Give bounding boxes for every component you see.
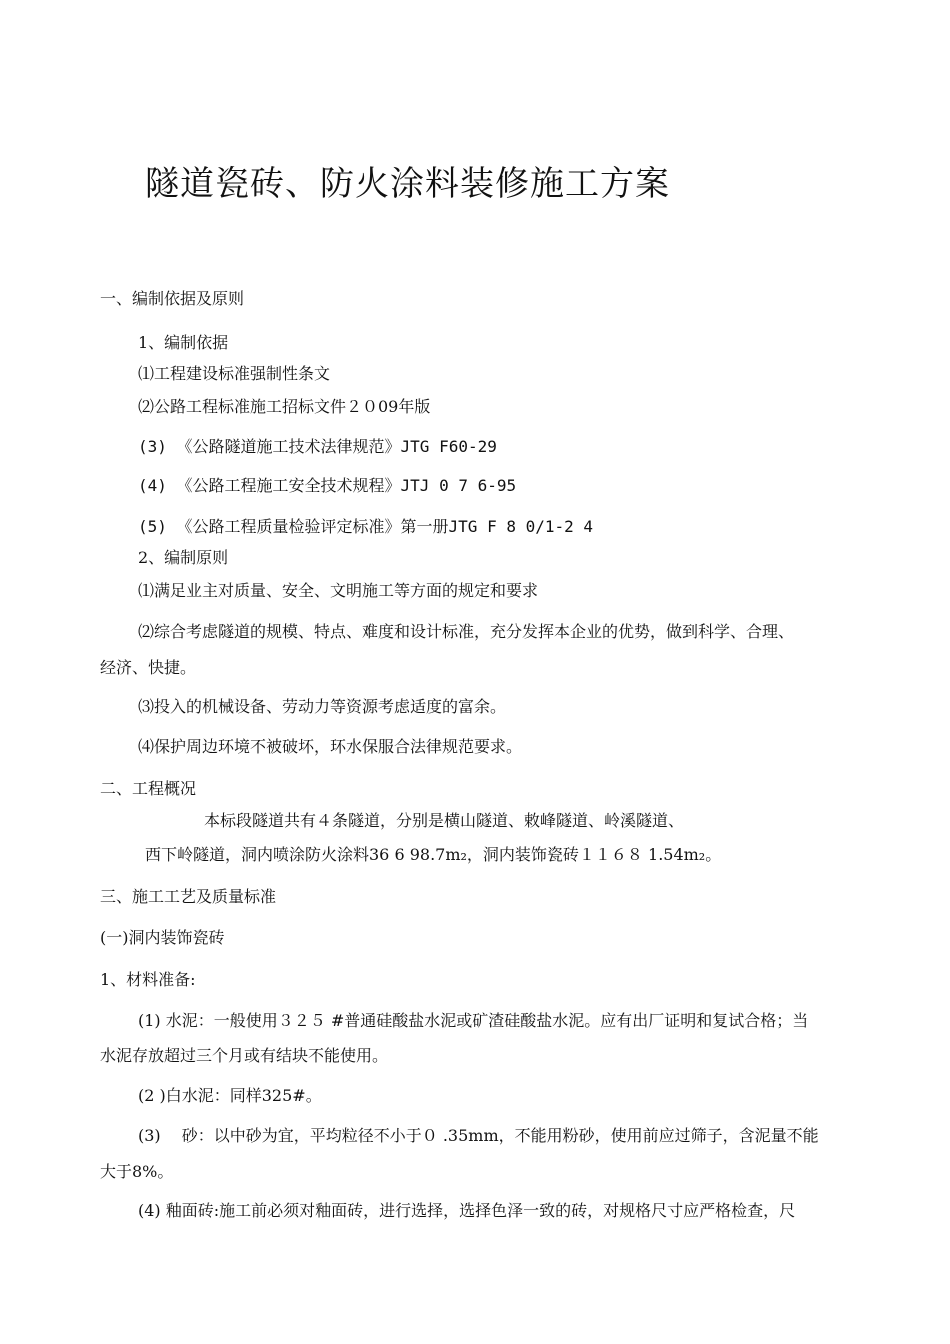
subsection-heading-principles: 2、编制原则: [138, 548, 229, 567]
overview-paragraph-line-2: 西下岭隧道，洞内喷涂防火涂料36 6 98.7m₂，洞内装饰瓷砖１１６８ 1.54m₂。: [145, 845, 722, 864]
basis-item-4: (4) 《公路工程施工安全技术规程》JTJ 0 7 6-95: [138, 476, 517, 495]
section-heading-1: 一、编制依据及原则: [100, 289, 245, 308]
principle-item-4: ⑷保护周边环境不被破坏，环水保服合法律规范要求。: [138, 737, 523, 756]
basis-item-1: ⑴工程建设标准强制性条文: [138, 364, 331, 383]
material-item-3: (3) 砂：以中砂为宜，平均粒径不小于０ .35mm，不能用粉砂，使用前应过筛子，含泥量不能: [138, 1126, 819, 1145]
section-heading-3: 三、施工工艺及质量标准: [100, 887, 277, 906]
principle-item-3: ⑶投入的机械设备、劳动力等资源考虑适度的富余。: [138, 697, 507, 716]
basis-item-2: ⑵公路工程标准施工招标文件２０09年版: [138, 397, 431, 416]
principle-item-1: ⑴满足业主对质量、安全、文明施工等方面的规定和要求: [138, 581, 539, 600]
subsection-heading-materials: 1、材料准备:: [100, 970, 196, 989]
material-item-2: (2 )白水泥：同样325#。: [138, 1086, 322, 1105]
section-heading-2: 二、工程概况: [100, 779, 197, 798]
material-item-3-continued: 大于8%。: [100, 1162, 174, 1181]
overview-paragraph-line-1: 本标段隧道共有４条隧道，分别是横山隧道、敕峰隧道、岭溪隧道、: [204, 811, 685, 830]
subsection-heading-basis: 1、编制依据: [138, 333, 229, 352]
material-item-1-continued: 水泥存放超过三个月或有结块不能使用。: [100, 1046, 389, 1065]
material-item-1: (1) 水泥：一般使用３２５ #普通硅酸盐水泥或矿渣硅酸盐水泥。应有出厂证明和复试合格；当: [138, 1011, 809, 1030]
basis-item-3: (3) 《公路隧道施工技术法律规范》JTG F60-29: [138, 437, 497, 456]
subsection-heading-tiles: (一)洞内装饰瓷砖: [100, 928, 225, 947]
material-item-4: (4) 釉面砖:施工前必须对釉面砖，进行选择，选择色泽一致的砖，对规格尺寸应严格检查，尺: [138, 1201, 796, 1220]
principle-item-2-continued: 经济、快捷。: [100, 658, 197, 677]
basis-item-5: (5) 《公路工程质量检验评定标准》第一册JTG F 8 0/1-2 4: [138, 517, 594, 536]
principle-item-2: ⑵综合考虑隧道的规模、特点、难度和设计标准，充分发挥本企业的优势，做到科学、合理、: [138, 622, 795, 641]
document-title: 隧道瓷砖、防火涂料装修施工方案: [145, 164, 670, 204]
